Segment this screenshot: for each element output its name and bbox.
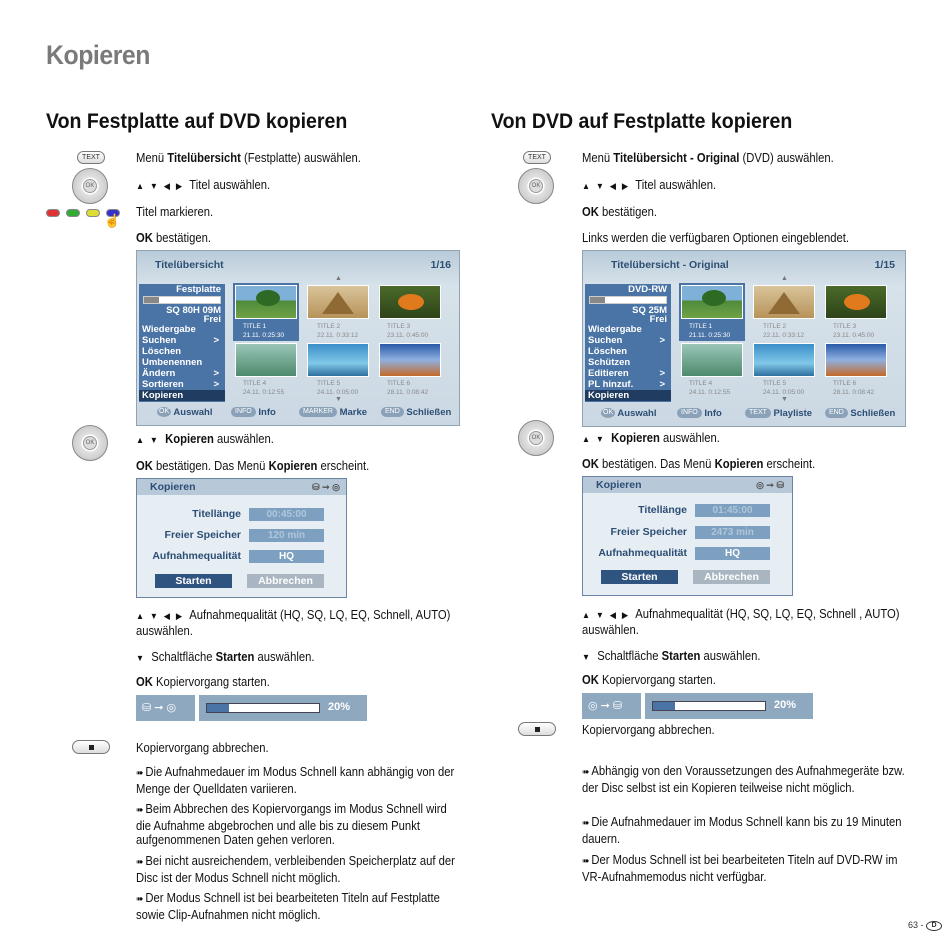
left-step-3: Titel markieren. <box>136 205 214 219</box>
scroll-down-icon: ▼ <box>335 396 342 403</box>
left-step-1: Menü Titelübersicht (Festplatte) auswählen. <box>136 151 361 165</box>
title-thumbnail-water <box>753 343 815 377</box>
left-step-4: OK bestätigen. <box>136 231 212 245</box>
left-screen-footer: OK Auswahl INFO Info MARKER Marke END Schließen <box>159 407 452 418</box>
hdd-to-dvd-icon: ⛁ ➞ ◎ <box>312 482 340 492</box>
menu-item[interactable]: Ändern > <box>142 368 219 379</box>
title-thumbnail-butterfly <box>825 285 887 319</box>
left-step-7: ▲ ▼ ◀ ▶ Aufnahmequalität (HQ, SQ, LQ, EQ, Schnell, AUTO) auswählen. <box>136 608 451 638</box>
left-note-1: ➠ Die Aufnahmedauer im Modus Schnell kann abhängig von der Menge der Quelldaten variieren. <box>136 765 455 796</box>
left-heading: Von Festplatte auf DVD kopieren <box>46 110 348 133</box>
left-step-10: Kopiervorgang abbrechen. <box>136 741 269 755</box>
left-title-overview-screen: Titelübersicht 1/16 ▲ Festplatte SQ 80H 09M Frei Wiedergabe Suchen > Löschen Umbenennen Ändern > Sortieren > Kopieren TITLE 1 21.11. 0:25:30 TITLE 2 22.11. 0:33:12 TITLE 3 23.11. 0:45:00 TITLE 4 24.11. 0:12:55 TITLE 5 24.11. 0:05:00 TITLE 6 28.11. 0:08:42 ▼ OK Auswahl INFO Info MARKER Marke END Schließen <box>136 250 460 426</box>
stop-button-icon <box>518 722 556 736</box>
page-number: 63 - D <box>908 920 942 931</box>
cancel-button[interactable]: Abbrechen <box>693 570 770 584</box>
navigation-pad-icon: OK <box>72 168 108 204</box>
menu-item-selected[interactable]: Kopieren <box>139 390 225 401</box>
hand-pointer-icon: ☝ <box>104 213 121 228</box>
left-step-5: ▲ ▼ Kopieren auswählen. <box>136 432 274 446</box>
scroll-up-icon: ▲ <box>335 275 342 282</box>
right-note-2: ➠ Die Aufnahmedauer im Modus Schnell kann bis zu 19 Minuten dauern. <box>582 815 902 846</box>
title-thumbnail-coast <box>379 343 441 377</box>
red-button-icon <box>46 209 60 217</box>
text-button-icon: TEXT <box>523 151 551 164</box>
right-step-10: Kopiervorgang abbrechen. <box>582 723 715 737</box>
green-button-icon <box>66 209 80 217</box>
text-button-icon: TEXT <box>77 151 105 164</box>
menu-item[interactable]: Löschen <box>588 346 628 357</box>
left-step-6: OK bestätigen. Das Menü Kopieren erscheint. <box>136 459 370 473</box>
menu-item[interactable]: Suchen > <box>588 335 665 346</box>
screen-page: 1/16 <box>430 259 451 271</box>
navigation-pad-icon: OK <box>72 425 108 461</box>
right-step-7: ▲ ▼ ◀ ▶ Aufnahmequalität (HQ, SQ, LQ, EQ, Schnell , AUTO) auswählen. <box>582 607 900 637</box>
yellow-button-icon <box>86 209 100 217</box>
start-button[interactable]: Starten <box>155 574 232 588</box>
left-note-3: ➠ Bei nicht ausreichendem, verbleibenden Speicherplatz auf der Disc ist der Modus Schnell nicht möglich. <box>136 854 455 885</box>
right-step-1: Menü Titelübersicht - Original (DVD) auswählen. <box>582 151 834 165</box>
right-heading: Von DVD auf Festplatte kopieren <box>491 110 793 133</box>
navigation-pad-icon: OK <box>518 168 554 204</box>
scroll-up-icon: ▲ <box>781 275 788 282</box>
title-thumbnail-coast <box>825 343 887 377</box>
right-screen-menu: DVD-RW SQ 25M Frei Wiedergabe Suchen > Löschen Schützen Editieren > PL hinzuf. > Kopieren <box>585 284 671 402</box>
left-step-9: OK Kopiervorgang starten. <box>136 675 270 689</box>
stop-button-icon <box>72 740 110 754</box>
right-progress-bar: 20% <box>645 693 813 719</box>
right-step-5: ▲ ▼ Kopieren auswählen. <box>582 431 720 445</box>
page-title: Kopieren <box>46 40 150 70</box>
start-button[interactable]: Starten <box>601 570 678 584</box>
navigation-pad-icon: OK <box>518 420 554 456</box>
menu-item[interactable]: PL hinzuf. > <box>588 379 665 390</box>
menu-item[interactable]: Editieren > <box>588 368 665 379</box>
right-note-3: ➠ Der Modus Schnell ist bei bearbeiteten Titeln auf DVD-RW im VR-Aufnahmemodus nicht verfügbar. <box>582 853 898 884</box>
right-note-1: ➠ Abhängig von den Voraussetzungen des Aufnahmegeräte bzw. der Disc selbst ist ein Kopieren teilweise nicht möglich. <box>582 764 905 795</box>
menu-item-selected[interactable]: Kopieren <box>585 390 671 401</box>
left-step-2: ▲ ▼ ◀ ▶ Titel auswählen. <box>136 178 271 192</box>
cancel-button[interactable]: Abbrechen <box>247 574 324 588</box>
right-copy-dialog: Kopieren ◎ ➞ ⛁ Titellänge 01:45:00 Freier Speicher 2473 min Aufnahmequalität HQ Starten Abbrechen <box>582 476 793 596</box>
menu-item[interactable]: Sortieren > <box>142 379 219 390</box>
right-step-2: ▲ ▼ ◀ ▶ Titel auswählen. <box>582 178 717 192</box>
screen-page: 1/15 <box>874 259 895 271</box>
arrow-keys-icon: ▲ ▼ ◀ ▶ <box>136 181 184 191</box>
right-step-8: ▼ Schaltfläche Starten auswählen. <box>582 649 761 663</box>
dvd-to-hdd-icon: ◎ ➞ ⛁ <box>756 480 784 490</box>
menu-item[interactable]: Löschen <box>142 346 182 357</box>
title-thumbnail-forest <box>235 343 297 377</box>
scroll-down-icon: ▼ <box>781 396 788 403</box>
right-step-6: OK bestätigen. Das Menü Kopieren erscheint. <box>582 457 816 471</box>
title-thumbnail-tree <box>681 285 743 319</box>
menu-item[interactable]: Wiedergabe <box>142 324 196 335</box>
title-thumbnail-pyramids <box>307 285 369 319</box>
menu-item[interactable]: Wiedergabe <box>588 324 642 335</box>
title-thumbnail-tree <box>235 285 297 319</box>
right-title-overview-screen: Titelübersicht - Original 1/15 ▲ DVD-RW SQ 25M Frei Wiedergabe Suchen > Löschen Schützen Editieren > PL hinzuf. > Kopieren TITLE 1 21.11. 0:25:30 TITLE 2 22.11. 0:33:12 TITLE 3 23.11. 0:45:00 TITLE 4 24.11. 0:12:55 TITLE 5 24.11. 0:05:00 TITLE 6 28.11. 0:08:42 ▼ OK Auswahl INFO Info TEXT Playliste END Schließen <box>582 250 906 427</box>
left-copy-dialog: Kopieren ⛁ ➞ ◎ Titellänge 00:45:00 Freier Speicher 120 min Aufnahmequalität HQ Starten Abbrechen <box>136 478 347 598</box>
screen-title: Titelübersicht - Original <box>611 259 729 271</box>
quality-select[interactable]: HQ <box>249 550 324 563</box>
title-thumbnail-forest <box>681 343 743 377</box>
right-screen-footer: OK Auswahl INFO Info TEXT Playliste END Schließen <box>603 408 896 419</box>
dvd-to-hdd-icon: ◎ ➞ ⛁ <box>582 693 641 719</box>
left-screen-menu: Festplatte SQ 80H 09M Frei Wiedergabe Suchen > Löschen Umbenennen Ändern > Sortieren > Kopieren <box>139 284 225 402</box>
right-step-9: OK Kopiervorgang starten. <box>582 673 716 687</box>
hdd-to-dvd-icon: ⛁ ➞ ◎ <box>136 695 195 721</box>
screen-title: Titelübersicht <box>155 259 224 271</box>
right-step-4: Links werden die verfügbaren Optionen eingeblendet. <box>582 231 850 245</box>
title-thumbnail-butterfly <box>379 285 441 319</box>
menu-item[interactable]: Umbenennen <box>142 357 203 368</box>
right-step-3: OK bestätigen. <box>582 205 658 219</box>
quality-select[interactable]: HQ <box>695 547 770 560</box>
menu-item[interactable]: Suchen > <box>142 335 219 346</box>
title-thumbnail-water <box>307 343 369 377</box>
menu-item[interactable]: Schützen <box>588 357 631 368</box>
left-step-8: ▼ Schaltfläche Starten auswählen. <box>136 650 315 664</box>
left-progress-bar: 20% <box>199 695 367 721</box>
left-note-2: ➠ Beim Abbrechen des Kopiervorgangs im Modus Schnell wird die Aufnahme abgebrochen und alle bis zu diesem Punkt aufgenommenen Daten gehen verloren. <box>136 802 447 847</box>
left-note-4: ➠ Der Modus Schnell ist bei bearbeiteten Titeln auf Festplatte sowie Clip-Aufnahmen nicht möglich. <box>136 891 440 922</box>
title-thumbnail-pyramids <box>753 285 815 319</box>
